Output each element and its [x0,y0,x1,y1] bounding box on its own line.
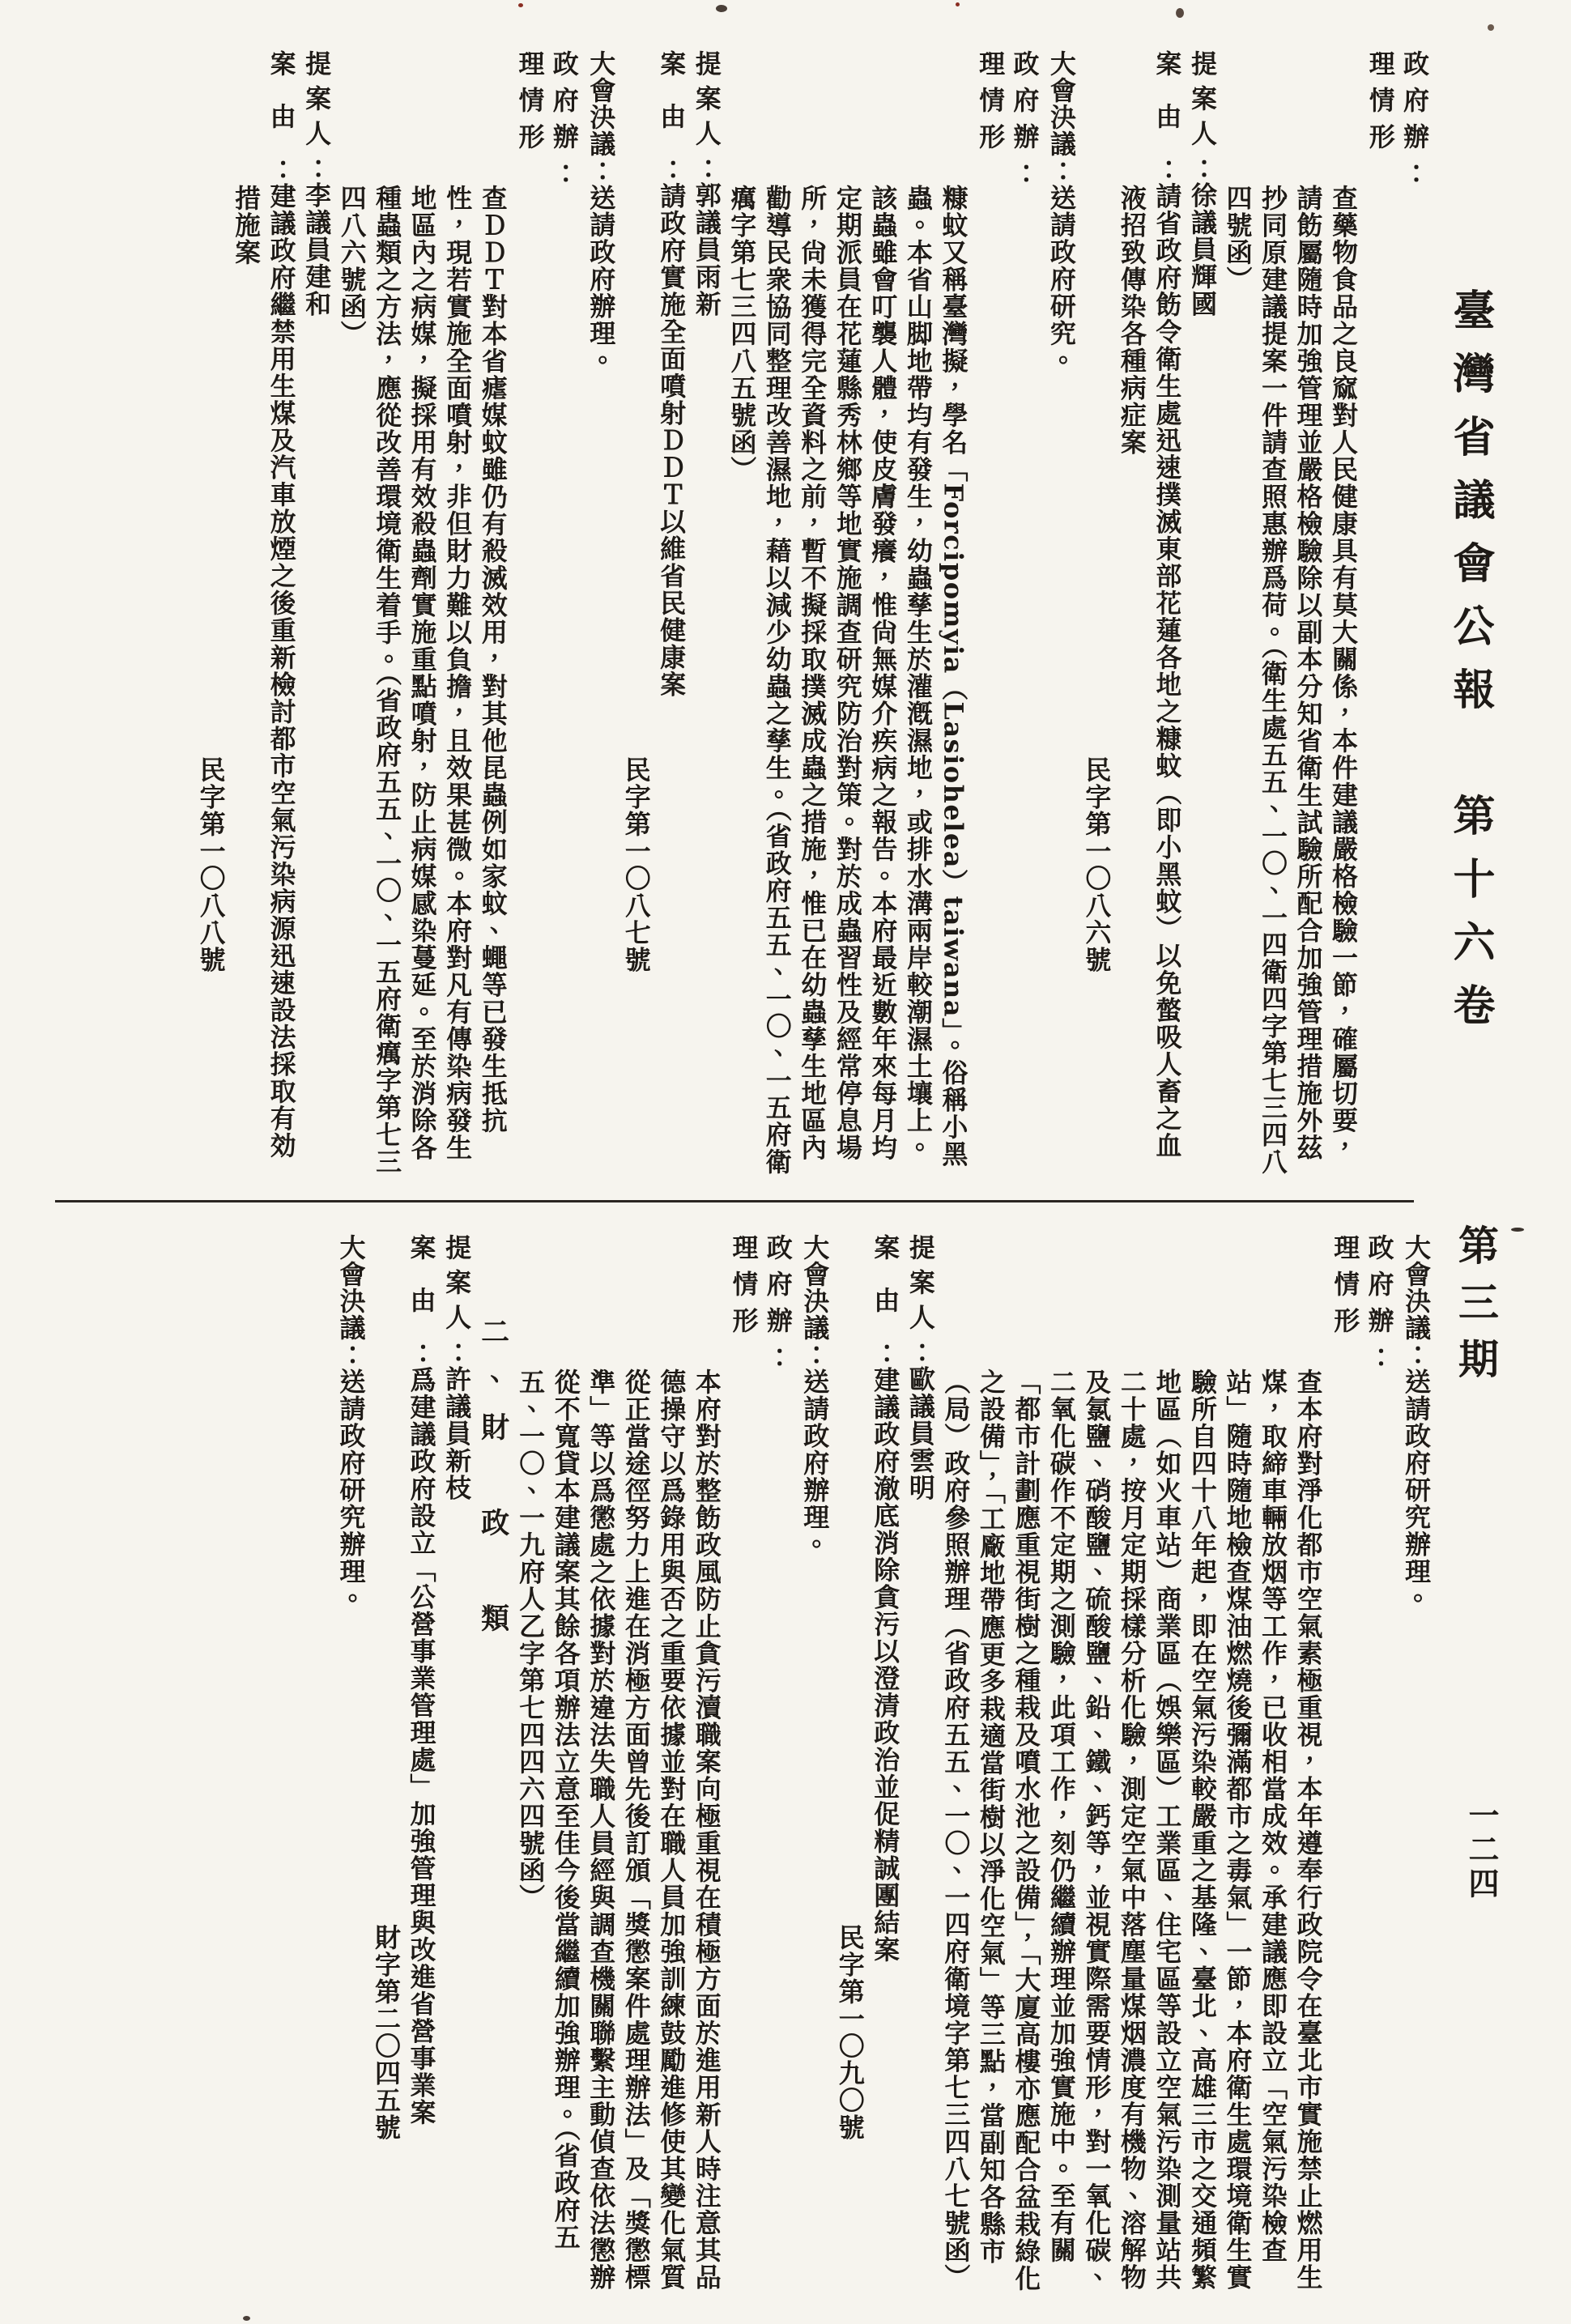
proposer-row: 提案人：歐議員雲明 [905,1234,936,1501]
resolution-text: 送請政府辦理。 [585,184,617,374]
subject-label: 案由 [656,50,688,155]
scan-speck [1488,24,1494,31]
resolution-label: 大會決議 [335,1234,367,1341]
gov-handling [724,50,1044,1184]
subject-label: 案由 [266,50,297,155]
subject-row: 案由：請政府實施全面噴射ＤＤＴ以維省民健康案 [656,50,688,698]
subject-text: 爲建議政府設立「公營事業管理處」加強管理與改進省營事業案 [406,1366,437,2126]
gov-handling-label: 政府辦： 理情形 [1330,1234,1395,1380]
gov-handling-text: 查本府對淨化都市空氣素極重視，本年遵奉行政院令在臺北市實施禁止燃用生煤，取締車輛放烟等工作，已收相當成效。承建議應即設立「空氣污染檢查站」隨時隨地檢查煤油燃燒後彌滿都市之毒氣」一節，本府衛生處環境衛生實驗所自四十八年起，即在空氣污染較嚴重之基隆、臺北、高雄三市之交通頻繁地區（如火車站）商業區（娛樂區）工業區、住宅區等設立空氣污染測量站共二十處，按月定期採樣分析化驗，測定空氣中落塵量煤烟濃度有機物、溶解物及氯鹽、硝酸鹽、硫酸鹽、鉛、鐵、鈣等，並視實際需要情形，對一氧化碳、二氧化碳作不定期之測驗，此項工作，刻仍繼續辦理並加強實施中。至有關「都市計劃應重視街樹之種栽及噴水池之設備」，「大廈高樓亦應配合盆栽綠化之設備」，「工廠地帶應更多栽適當街樹以淨化空氣」等三點，當副知各縣市（局）政府參照辦理（省政府五五、一〇、一四府衛境字第七三四八七號函） [940,1368,1324,2292]
proposer-label: 提案人 [905,1234,936,1339]
subject-label: 案由 [1152,50,1183,155]
doc-number: 民字第一〇八七號 [620,756,652,973]
proposer-name: 徐議員輝國 [1186,181,1218,317]
subject-text: 請政府實施全面噴射ＤＤＴ以維省民健康案 [656,182,688,698]
scan-speck [1511,1228,1524,1232]
doc-number: 民字第一〇八六號 [1081,756,1113,973]
subject-label: 案由 [406,1234,437,1339]
resolution-text: 送請政府研究辦理。 [1401,1368,1432,1612]
gov-handling-label: 政府辦： 理情形 [975,50,1041,196]
proposer-row: 提案人：李議員建和 [301,50,333,317]
gov-handling-label: 政府辦： 理情形 [1365,50,1430,196]
scan-speck [243,2316,250,2321]
bottom-section [57,1234,1433,2305]
resolution-text: 送請政府研究。 [1045,184,1077,374]
gov-handling-text: 查藥物食品之良窳對人民健康具有莫大關係，本件建議嚴格檢驗一節，確屬切要，請飭屬隨時加強管理並嚴格檢驗除以副本分知省衛生試驗所配合加強管理措施外茲抄同原建議提案一件請查照惠辦爲荷。（衛生處五五、一〇、一四衛四字第七三四八四號函） [1222,185,1359,1176]
resolution-text: 送請政府辦理。 [799,1368,831,1558]
scan-speck [956,2,960,6]
proposer-label: 提案人 [441,1234,473,1339]
proposer-name: 許議員新枝 [441,1365,473,1501]
gov-handling-text: 糠蚊又稱臺灣擬，學名「Forcipomyia（Lasiohelea）taiwana」。俗稱小黑蟲。本省山脚地帶均有發生，幼蟲孳生於灌漑濕地，或排水溝兩岸較潮濕土壤上。該蟲雖會叮襲人體，使皮膚發癢，惟尙無媒介疾病之報告。本府最近數年來每月均定期派員在花蓮縣秀林鄉等地實施調查研究防治對策。對於成蟲習性及經常停息場所，尙未獲得完全資料之前，暫不擬採取撲滅成蟲之措施，惟已在幼蟲孳生地區內勸導民衆協同整理改善濕地，藉以減少幼蟲之孳生。（省政府五五、一〇、一五府衛癘字第七三四八五號函） [726,185,969,1176]
gov-handling [334,50,583,1184]
resolution-row: 大會決議：送請政府辦理。 [799,1234,831,1558]
subject-text: 建議政府繼禁用生煤及汽車放煙之後重新檢討都市空氣污染病源迅速設法採取有効措施案 [231,182,297,1160]
section-divider [55,1200,1414,1202]
gov-handling-label: 政府辦： 理情形 [514,50,580,196]
resolution-row: 大會決議：送請政府辦理。 [585,50,617,374]
journal-title: 臺灣省議會公報 第十六卷 [1445,288,1495,1046]
gov-handling [1220,50,1433,1184]
scan-speck [716,5,727,12]
subject-row: 案由：請省政府飭令衛生處迅速撲滅東部花蓮各地之糠蚊（即小黑蚊）以免螫吸人畜之血液招致傳染各種病症案 [1116,50,1183,1160]
proposer-name: 歐議員雲明 [905,1365,936,1501]
gov-handling-text: 本府對於整飭政風防止貪污瀆職案向極重視在積極方面於進用新人時注意其品德操守以爲錄用與否之重要依據並對在職人員加強訓練鼓勵進修使其變化氣質從正當途徑努力上進在消極方面曾先後訂頒「獎懲案件處理辦法」及「獎懲標準」等以爲懲處之依據對於違法失職人員經與調查機關聯繫主動偵查依法懲辦從不寬貸本建議案其餘各項辦法立意至佳今後當繼續加強辦理。（省政府五五、一〇、一九府人乙字第七四四六四號函） [515,1368,722,2291]
scan-speck [518,3,523,7]
proposer-label: 提案人 [1186,50,1218,155]
subject-row: 案由：建議政府澈底消除貪污以澄清政治並促精誠團結案 [870,1234,901,1964]
subject-row: 案由：建議政府繼禁用生煤及汽車放煙之後重新檢討都市空氣污染病源迅速設法採取有効措施案 [231,50,297,1160]
subject-label: 案由 [870,1234,901,1339]
subject-text: 建議政府澈底消除貪污以澄清政治並促精誠團結案 [870,1366,901,1964]
resolution-label: 大會決議 [1045,50,1077,157]
proposer-row: 提案人：徐議員輝國 [1186,50,1218,317]
resolution-label: 大會決議 [585,50,617,157]
resolution-label: 大會決議 [799,1234,831,1341]
gov-handling [513,1234,797,2305]
scan-speck [1176,8,1184,18]
proposer-name: 郭議員雨新 [691,181,722,317]
proposer-row: 提案人：許議員新枝 [441,1234,473,1501]
section-header: 二、財 政 類 [476,1317,510,1651]
subject-row: 案由：爲建議政府設立「公營事業管理處」加強管理與改進省營事業案 [406,1234,437,2126]
proposer-label: 提案人 [301,50,333,155]
resolution-row: 大會決議：送請政府研究。 [1045,50,1077,374]
resolution-row: 大會決議：送請政府研究辦理。 [335,1234,367,1612]
proposer-name: 李議員建和 [301,181,333,317]
gov-handling-label: 政府辦： 理情形 [728,1234,794,1380]
doc-number: 財字第二〇四五號 [371,1924,402,2141]
resolution-text: 送請政府研究辦理。 [335,1368,367,1612]
resolution-row: 大會決議：送請政府研究辦理。 [1401,1234,1432,1612]
proposer-label: 提案人 [691,50,722,155]
proposer-row: 提案人：郭議員雨新 [691,50,722,317]
subject-text: 請省政府飭令衛生處迅速撲滅東部花蓮各地之糠蚊（即小黑蚊）以免螫吸人畜之血液招致傳染各種病症案 [1116,182,1183,1160]
issue-label: 第三期 [1452,1224,1500,1394]
doc-number: 民字第一〇八八號 [195,756,227,973]
resolution-label: 大會決議 [1401,1234,1432,1341]
page-number: 一二四 [1463,1799,1500,1901]
gov-handling [938,1234,1399,2305]
top-section [57,50,1433,1184]
gov-handling-text: 查ＤＤＴ對本省瘧媒蚊雖仍有殺滅效用，對其他昆蟲例如家蚊、蠅等已發生抵抗性，現若實施全面噴射，非但財力難以負擔，且效果甚微。本府對凡有傳染病發生地區內之病媒，擬採用有效殺蟲劑實施重點噴射，防止病媒感染蔓延。至於消除各種蟲類之方法，應從改善環境衛生着手。（省政府五五、一〇、一五府衛癘字第七三四八六號函） [336,185,509,1176]
doc-number: 民字第一〇九〇號 [834,1924,866,2141]
